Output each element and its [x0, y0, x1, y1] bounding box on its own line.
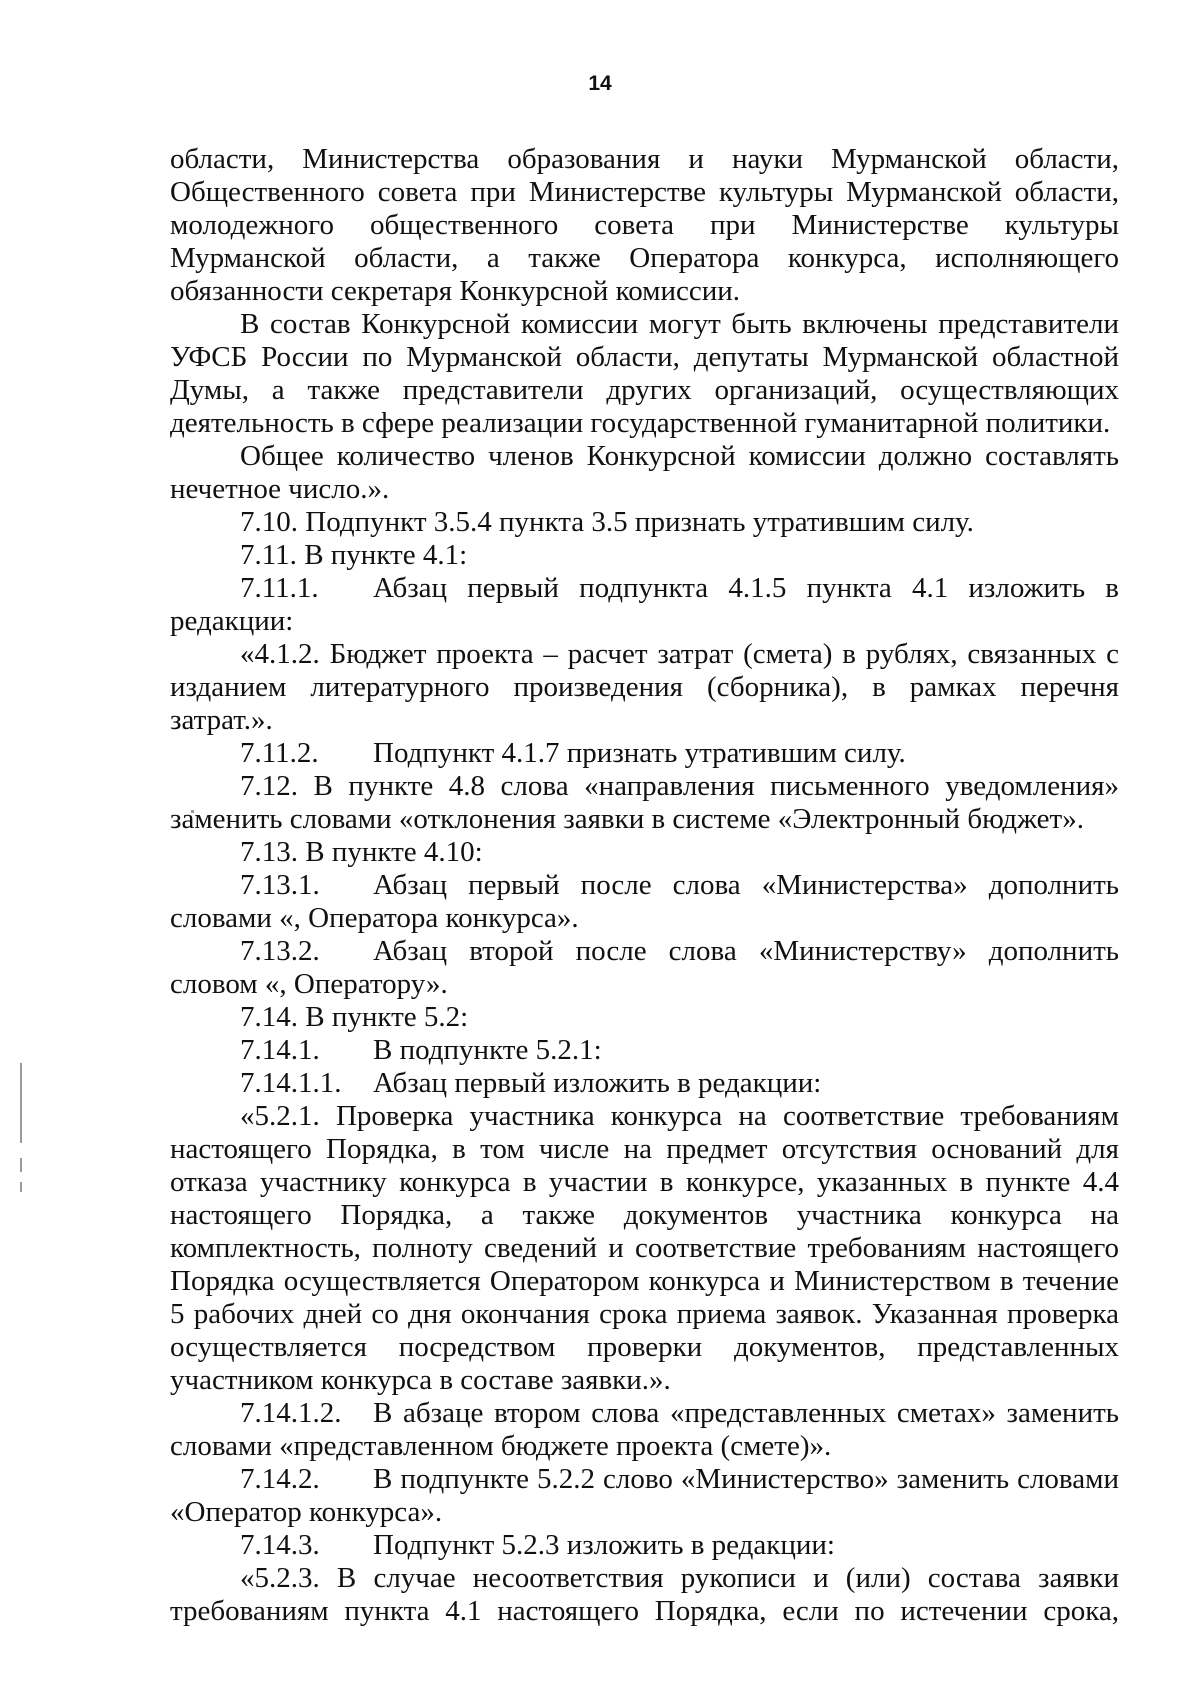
numbered-paragraph: [170, 869, 1119, 935]
paragraph: В состав Конкурсной комиссии могут быть включены представители УФСБ России по Мурманской области, депутаты Мурманской областной Думы, а также представители других организаций, осуществляющих деятельность в сфере реализации государственной гуманитарной политики.: [170, 308, 1119, 439]
paragraph-text: Подпункт 3.5.4 пункта 3.5 признать утратившим силу.: [305, 506, 974, 538]
paragraph-text: В подпункте 5.2.2 слово «Министерство» заменить словами «Оператор конкурса».: [170, 1463, 1119, 1528]
numbered-paragraph: [170, 506, 1119, 539]
margin-mark: [20, 1158, 22, 1172]
numbered-paragraph: [170, 1529, 1119, 1562]
paragraph-text: В абзаце втором слова «представленных сметах» заменить словами «представленном бюджете проекта (смете)».: [170, 1397, 1119, 1462]
paragraph: «4.1.2. Бюджет проекта – расчет затрат (смета) в рублях, связанных с изданием литературного произведения (сборника), в рамках перечня затрат.».: [170, 638, 1119, 736]
paragraph-number: 7.13.: [240, 836, 298, 868]
paragraph-text: Абзац первый изложить в редакции:: [373, 1067, 822, 1099]
paragraph-number: 7.14.2.: [240, 1463, 320, 1495]
numbered-paragraph: [170, 1067, 1119, 1100]
paragraph: «5.2.1. Проверка участника конкурса на соответствие требованиям настоящего Порядка, в том числе на предмет отсутствия оснований для отказа участнику конкурса в участии в конкурсе, указанных в пункте 4.4 настоящего Порядка, а также документов участника конкурса на комплектность, полноту сведений и соответствие требованиям настоящего Порядка осуществляется Оператором конкурса и Министерством в течение 5 рабочих дней со дня окончания срока приема заявок. Указанная проверка осуществляется посредством проверки документов, представленных участником конкурса в составе заявки.».: [170, 1100, 1119, 1396]
numbered-paragraph: [170, 770, 1119, 836]
paragraph-number: 7.11.2.: [240, 737, 319, 769]
paragraph-text: В пункте 4.8 слова «направления письменного уведомления» заменить словами «отклонения заявки в системе «Электронный бюджет».: [170, 770, 1120, 835]
paragraph: «5.2.3. В случае несоответствия рукописи и (или) состава заявки требованиям пункта 4.1 настоящего Порядка, если по истечении срока,: [170, 1562, 1119, 1627]
paragraph-number: 7.13.1.: [240, 869, 320, 901]
margin-mark: [20, 1182, 22, 1192]
paragraph-number: 7.11.: [240, 539, 297, 571]
numbered-paragraph: [170, 1463, 1119, 1529]
paragraph-number: 7.10.: [240, 506, 298, 538]
numbered-paragraph: [170, 935, 1119, 1001]
paragraph-text: Абзац первый после слова «Министерства» дополнить словами «, Оператора конкурса».: [170, 869, 1119, 934]
paragraph-text: Абзац второй после слова «Министерству» дополнить словом «, Оператору».: [170, 935, 1119, 1000]
paragraph-text: В пункте 5.2:: [305, 1001, 469, 1033]
numbered-paragraph: [170, 1034, 1119, 1067]
paragraph-number: 7.13.2.: [240, 935, 320, 967]
paragraph: области, Министерства образования и науки Мурманской области, Общественного совета при Министерстве культуры Мурманской области, молодежного общественного совета при Министерстве культуры Мурманской области, а также Оператора конкурса, исполняющего обязанности секретаря Конкурсной комиссии.: [170, 143, 1119, 307]
paragraph-text: В пункте 4.10:: [305, 836, 483, 868]
numbered-paragraph: [170, 539, 1119, 572]
paragraph-number: 7.14.1.2.: [240, 1397, 342, 1429]
paragraph-text: Абзац первый подпункта 4.1.5 пункта 4.1 изложить в редакции:: [170, 572, 1119, 637]
page-number: 14: [588, 72, 612, 95]
paragraph-text: Подпункт 5.2.3 изложить в редакции:: [373, 1529, 835, 1561]
paragraph-text: В пункте 4.1:: [304, 539, 468, 571]
numbered-paragraph: [170, 836, 1119, 869]
paragraph-text: Подпункт 4.1.7 признать утратившим силу.: [373, 737, 906, 769]
document-body: [170, 143, 1119, 1628]
paragraph: Общее количество членов Конкурсной комиссии должно составлять нечетное число.».: [170, 440, 1119, 505]
numbered-paragraph: [170, 1397, 1119, 1463]
numbered-paragraph: [170, 1001, 1119, 1034]
numbered-paragraph: [170, 572, 1119, 638]
numbered-paragraph: [170, 737, 1119, 770]
paragraph-number: 7.12.: [240, 770, 298, 802]
margin-mark: [20, 1063, 22, 1143]
paragraph-number: 7.14.1.: [240, 1034, 320, 1066]
paragraph-number: 7.14.3.: [240, 1529, 320, 1561]
paragraph-text: В подпункте 5.2.1:: [373, 1034, 602, 1066]
paragraph-number: 7.14.1.1.: [240, 1067, 342, 1099]
paragraph-number: 7.11.1.: [240, 572, 319, 604]
paragraph-number: 7.14.: [240, 1001, 298, 1033]
